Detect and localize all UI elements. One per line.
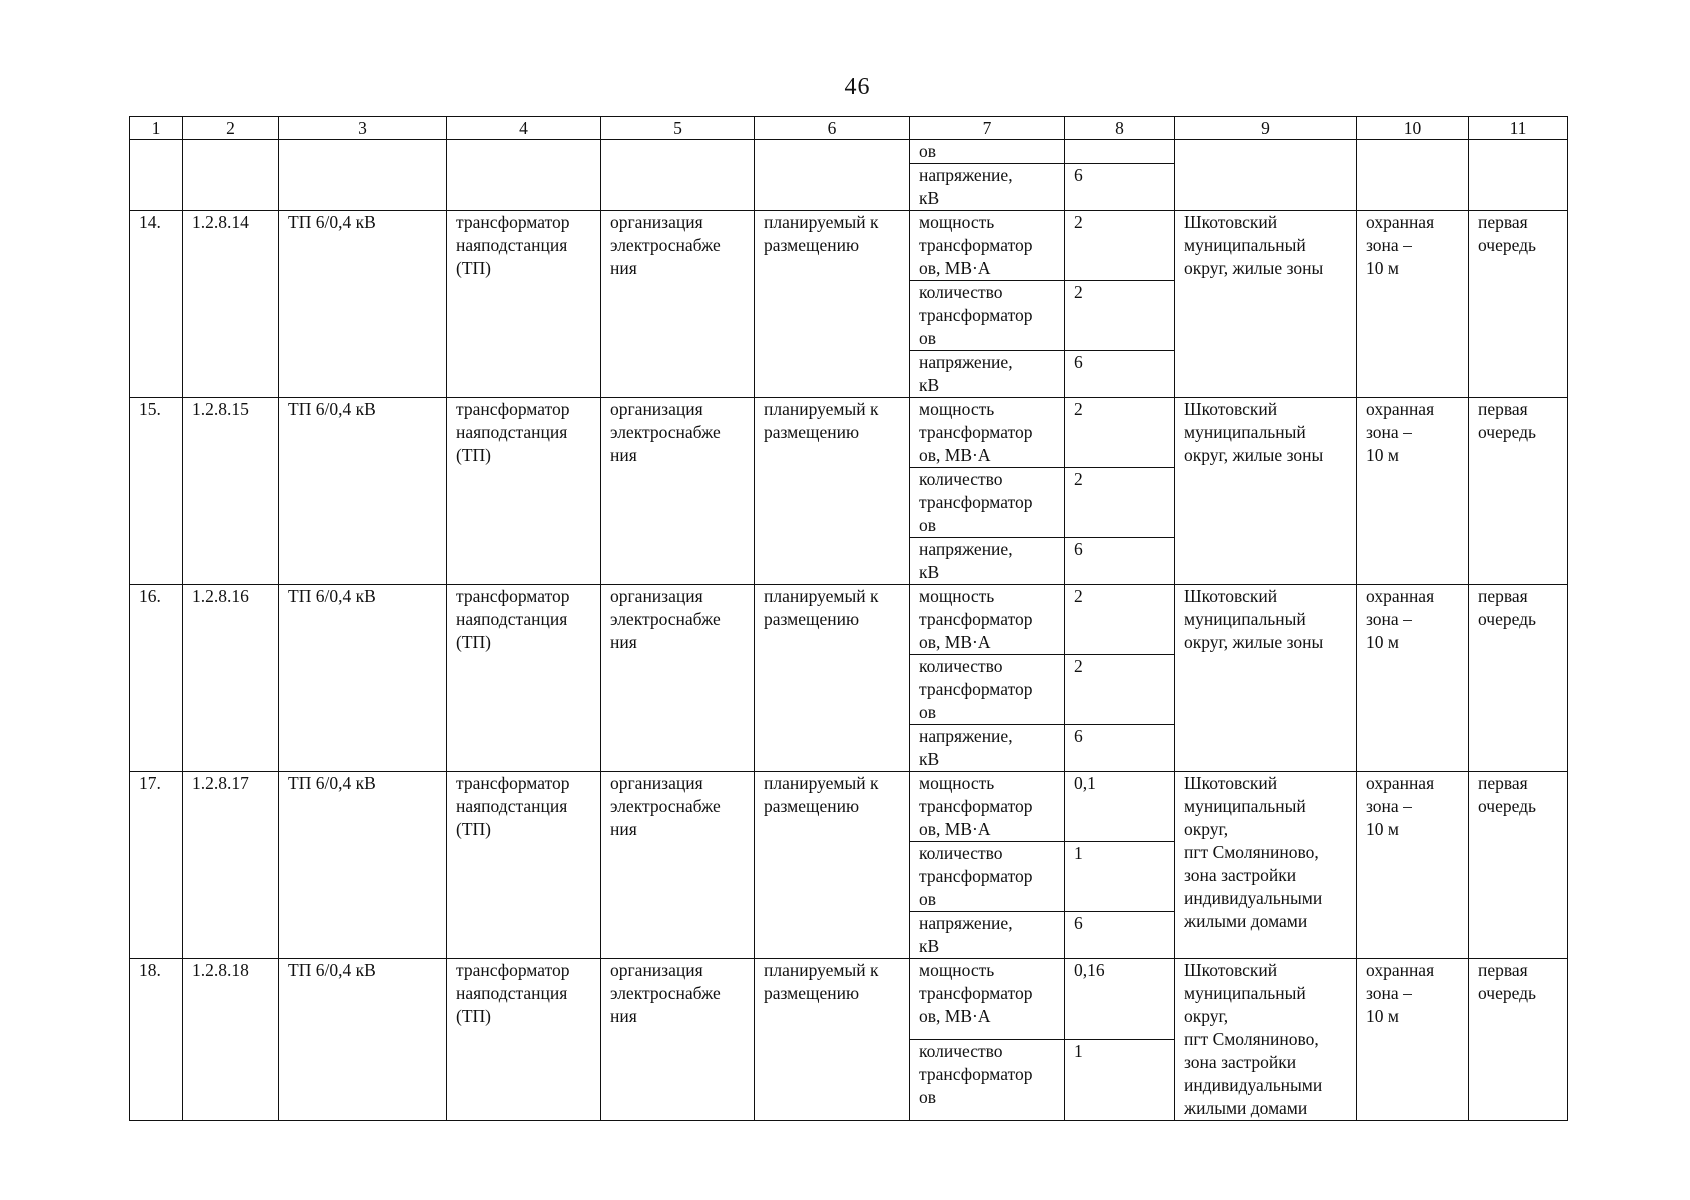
param-name: напряжение, кВ — [910, 538, 1065, 585]
param-name: напряжение, кВ — [910, 725, 1065, 772]
param-value: 6 — [1065, 351, 1175, 398]
param-value: 0,1 — [1065, 772, 1175, 842]
param-value: 2 — [1065, 211, 1175, 281]
column-number: 1 — [130, 117, 183, 140]
cell-code: 1.2.8.15 — [183, 398, 279, 585]
column-number-row — [130, 117, 1568, 140]
table-row — [130, 211, 1568, 281]
column-number: 3 — [279, 117, 447, 140]
param-name: количество трансформатор ов — [910, 281, 1065, 351]
table-row — [130, 398, 1568, 468]
cell-name: ТП 6/0,4 кВ — [279, 959, 447, 1121]
cell-status: планируемый к размещению — [755, 211, 910, 398]
cell-status: планируемый к размещению — [755, 398, 910, 585]
param-value: 2 — [1065, 281, 1175, 351]
cell-purpose: организация электроснабже ния — [601, 772, 755, 959]
param-value: 1 — [1065, 842, 1175, 912]
param-value: 2 — [1065, 655, 1175, 725]
param-name: напряжение, кВ — [910, 351, 1065, 398]
cell-location: Шкотовский муниципальный округ, жилые зоны — [1175, 398, 1357, 585]
cell-purpose: организация электроснабже ния — [601, 398, 755, 585]
cell-status: планируемый к размещению — [755, 772, 910, 959]
param-name: количество трансформатор ов — [910, 1040, 1065, 1121]
cell-zone — [1357, 140, 1469, 211]
param-name: мощность трансформатор ов, МВ·А — [910, 959, 1065, 1040]
param-name: напряжение, кВ — [910, 912, 1065, 959]
column-number: 10 — [1357, 117, 1469, 140]
infrastructure-table — [129, 116, 1568, 1121]
column-number: 5 — [601, 117, 755, 140]
cell-location: Шкотовский муниципальный округ, жилые зоны — [1175, 585, 1357, 772]
cell-name: ТП 6/0,4 кВ — [279, 772, 447, 959]
param-name: мощность трансформатор ов, МВ·А — [910, 585, 1065, 655]
cell-number: 16. — [130, 585, 183, 772]
param-name: напряжение, кВ — [910, 164, 1065, 211]
cell-status — [755, 140, 910, 211]
cell-purpose: организация электроснабже ния — [601, 211, 755, 398]
cell-code: 1.2.8.18 — [183, 959, 279, 1121]
page-number: 46 — [844, 74, 871, 100]
param-value: 0,16 — [1065, 959, 1175, 1040]
cell-type: трансформатор наяподстанция (ТП) — [447, 211, 601, 398]
cell-number: 17. — [130, 772, 183, 959]
cell-code: 1.2.8.14 — [183, 211, 279, 398]
param-value: 6 — [1065, 912, 1175, 959]
cell-queue: первая очередь — [1469, 772, 1568, 959]
cell-queue: первая очередь — [1469, 398, 1568, 585]
cell-name — [279, 140, 447, 211]
param-value: 6 — [1065, 164, 1175, 211]
cell-number: 18. — [130, 959, 183, 1121]
cell-queue: первая очередь — [1469, 211, 1568, 398]
cell-queue: первая очередь — [1469, 959, 1568, 1121]
param-value: 2 — [1065, 468, 1175, 538]
cell-zone: охранная зона – 10 м — [1357, 772, 1469, 959]
cell-queue: первая очередь — [1469, 585, 1568, 772]
cell-name: ТП 6/0,4 кВ — [279, 398, 447, 585]
cell-name: ТП 6/0,4 кВ — [279, 585, 447, 772]
cell-purpose: организация электроснабже ния — [601, 585, 755, 772]
param-value: 6 — [1065, 538, 1175, 585]
table-row — [130, 585, 1568, 655]
cell-zone: охранная зона – 10 м — [1357, 398, 1469, 585]
column-number: 4 — [447, 117, 601, 140]
cell-type: трансформатор наяподстанция (ТП) — [447, 772, 601, 959]
param-name: количество трансформатор ов — [910, 842, 1065, 912]
column-number: 11 — [1469, 117, 1568, 140]
cell-status: планируемый к размещению — [755, 959, 910, 1121]
cell-location: Шкотовский муниципальный округ, пгт Смоляниново, зона застройки индивидуальными жилыми домами — [1175, 772, 1357, 959]
column-number: 6 — [755, 117, 910, 140]
cell-status: планируемый к размещению — [755, 585, 910, 772]
cell-purpose: организация электроснабже ния — [601, 959, 755, 1121]
cell-type: трансформатор наяподстанция (ТП) — [447, 585, 601, 772]
cell-location — [1175, 140, 1357, 211]
cell-zone: охранная зона – 10 м — [1357, 211, 1469, 398]
cell-number: 15. — [130, 398, 183, 585]
cell-name: ТП 6/0,4 кВ — [279, 211, 447, 398]
param-name: мощность трансформатор ов, МВ·А — [910, 772, 1065, 842]
table-row — [130, 772, 1568, 842]
param-value — [1065, 140, 1175, 164]
cell-zone: охранная зона – 10 м — [1357, 959, 1469, 1121]
param-name: ов — [910, 140, 1065, 164]
cell-type — [447, 140, 601, 211]
cell-location: Шкотовский муниципальный округ, жилые зоны — [1175, 211, 1357, 398]
cell-type: трансформатор наяподстанция (ТП) — [447, 959, 601, 1121]
cell-queue — [1469, 140, 1568, 211]
cell-number: 14. — [130, 211, 183, 398]
param-value: 2 — [1065, 398, 1175, 468]
param-value: 6 — [1065, 725, 1175, 772]
table-row-continuation — [130, 140, 1568, 164]
cell-type: трансформатор наяподстанция (ТП) — [447, 398, 601, 585]
column-number: 8 — [1065, 117, 1175, 140]
column-number: 9 — [1175, 117, 1357, 140]
cell-code: 1.2.8.16 — [183, 585, 279, 772]
table-row — [130, 959, 1568, 1040]
param-name: количество трансформатор ов — [910, 468, 1065, 538]
param-name: мощность трансформатор ов, МВ·А — [910, 211, 1065, 281]
cell-code — [183, 140, 279, 211]
cell-code: 1.2.8.17 — [183, 772, 279, 959]
cell-purpose — [601, 140, 755, 211]
column-number: 7 — [910, 117, 1065, 140]
param-value: 2 — [1065, 585, 1175, 655]
cell-location: Шкотовский муниципальный округ, пгт Смоляниново, зона застройки индивидуальными жилыми домами — [1175, 959, 1357, 1121]
param-value: 1 — [1065, 1040, 1175, 1121]
cell-zone: охранная зона – 10 м — [1357, 585, 1469, 772]
cell-number — [130, 140, 183, 211]
param-name: количество трансформатор ов — [910, 655, 1065, 725]
param-name: мощность трансформатор ов, МВ·А — [910, 398, 1065, 468]
column-number: 2 — [183, 117, 279, 140]
